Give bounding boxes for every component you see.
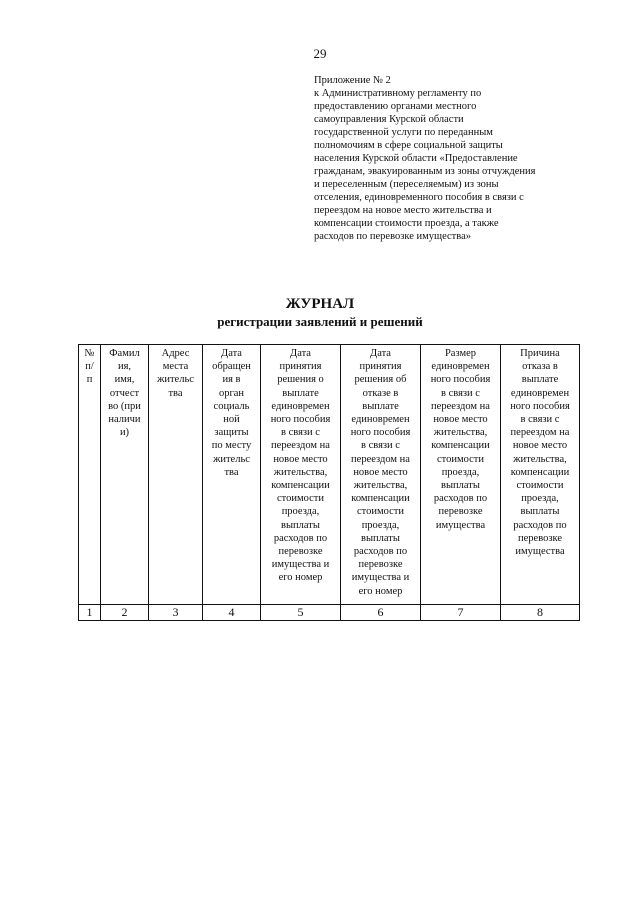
header-line: выплате (282, 387, 319, 399)
header-line: защиты (214, 427, 249, 439)
header-line: перевозке (438, 506, 483, 518)
header-line: расходов по (273, 532, 328, 544)
column-header-7 (421, 345, 501, 605)
header-line: Размер (444, 348, 477, 359)
journal-table (78, 344, 580, 621)
appendix-line: предоставлению органами местного (314, 101, 477, 112)
header-line: переездом на (351, 453, 410, 465)
header-line: стоимости (276, 493, 324, 505)
header-line: выплате (362, 400, 399, 412)
header-line: имущества и (351, 572, 410, 584)
document-title: ЖУРНАЛ (285, 296, 355, 312)
header-line: жительства, (433, 427, 488, 439)
column-header-2 (101, 345, 149, 605)
header-line: ного пособия (510, 400, 570, 412)
header-line: новое место (512, 440, 568, 452)
header-line: по месту (211, 440, 252, 452)
header-line: расходов по (513, 519, 567, 531)
header-line: принятия (279, 361, 322, 373)
header-line: расходов по (433, 493, 488, 505)
appendix-line: отселения, единовременного пособия в связи с (314, 192, 524, 203)
column-number-cell: 1 (79, 605, 101, 621)
header-line: единовремен (271, 400, 330, 412)
header-line: переездом на (271, 440, 330, 452)
header-line: компенсации (510, 466, 570, 478)
header-line: тва (224, 466, 239, 478)
header-line: перевозке (358, 559, 403, 571)
header-line: и) (119, 427, 130, 439)
header-line: в связи с (441, 387, 480, 399)
header-line: проезда, (281, 506, 320, 518)
column-number-cell: 5 (261, 605, 341, 621)
header-line: Дата (290, 348, 311, 359)
appendix-note (314, 74, 594, 243)
column-header-1 (79, 345, 101, 605)
column-number-cell: 2 (101, 605, 149, 621)
header-line: проезда, (361, 519, 400, 531)
header-line: Фамил (109, 348, 140, 359)
header-line: принятия (359, 361, 402, 373)
column-number-cell: 7 (421, 605, 501, 621)
header-line: жительства, (353, 480, 408, 492)
header-line: ного пособия (350, 427, 411, 439)
header-line: отказа в (522, 361, 558, 373)
header-line: отказе в (362, 387, 399, 399)
header-line: перевозке (518, 532, 562, 544)
header-line: ного пособия (270, 414, 331, 426)
header-line: стоимости (356, 506, 404, 518)
header-line: решения об (354, 374, 407, 386)
column-header-3 (149, 345, 203, 605)
header-line: единовремен (431, 361, 490, 373)
header-line: во (при (108, 400, 141, 412)
header-line: ного пособия (430, 374, 491, 386)
header-line: Дата (370, 348, 391, 359)
column-number-cell: 3 (149, 605, 203, 621)
header-line: единовремен (510, 387, 570, 399)
header-line: жительс (157, 374, 194, 386)
header-line: имущества (515, 546, 565, 558)
header-line: выплаты (520, 506, 560, 518)
header-line: Дата (221, 348, 242, 359)
header-line: имущества и (271, 559, 330, 571)
header-line: выплате (521, 374, 559, 386)
header-line: проезда, (441, 466, 480, 478)
header-line: компенсации (351, 493, 410, 505)
header-line: наличи (108, 414, 141, 426)
header-line: перевозке (278, 546, 323, 558)
appendix-line: государственной услуги по переданным (314, 127, 493, 138)
header-line: имя, (114, 374, 135, 386)
header-line: обращен (212, 361, 251, 373)
column-number-cell: 6 (341, 605, 421, 621)
header-line: ия в (222, 374, 241, 386)
header-line: новое место (273, 453, 328, 465)
header-line: жительства, (273, 466, 328, 478)
header-line: места (162, 361, 189, 373)
appendix-line: расходов по перевозке имущества» (314, 231, 471, 242)
appendix-line: гражданам, эвакуированным из зоны отчуждения (314, 166, 536, 177)
page-number: 29 (313, 46, 327, 61)
header-line: № (84, 348, 95, 359)
column-header-4 (203, 345, 261, 605)
header-line: жительства, (513, 453, 567, 465)
appendix-line: населения Курской области «Предоставление (314, 153, 518, 164)
header-line: в связи с (281, 427, 320, 439)
header-line: ия, (117, 361, 132, 373)
header-line: тва (168, 387, 183, 399)
header-line: п/ (85, 361, 94, 373)
header-line: выплаты (441, 480, 480, 492)
column-number-cell: 8 (501, 605, 580, 621)
header-line: отчест (109, 387, 140, 399)
document-subtitle: регистрации заявлений и решений (217, 314, 423, 329)
header-line: в связи с (520, 414, 560, 426)
header-line: его номер (278, 572, 323, 584)
header-line: имущества (435, 519, 486, 531)
header-line: жительс (213, 453, 250, 465)
appendix-line: и переселенным (переселяемым) из зоны (314, 179, 499, 190)
header-line: выплаты (361, 532, 400, 544)
header-line: расходов по (353, 546, 408, 558)
header-line: Адрес (161, 348, 190, 359)
column-header-5 (261, 345, 341, 605)
header-line: решения о (277, 374, 324, 386)
header-line: компенсации (271, 480, 330, 492)
header-line: его номер (358, 585, 403, 597)
appendix-line: полномочиям в сфере социальной защиты (314, 140, 503, 151)
appendix-line: компенсации стоимости проезда, а также (314, 218, 499, 229)
header-line: компенсации (431, 440, 490, 452)
header-line: орган (218, 387, 245, 399)
column-header-8 (501, 345, 580, 605)
appendix-line: к Административному регламенту по (314, 88, 482, 99)
header-line: новое место (433, 414, 488, 426)
header-line: новое место (353, 466, 408, 478)
header-line: стоимости (436, 453, 484, 465)
header-line: п (86, 374, 93, 386)
header-line: переездом на (510, 427, 570, 439)
header-line: единовремен (351, 414, 410, 426)
header-line: проезда, (521, 493, 559, 505)
header-line: социаль (213, 400, 250, 412)
column-number-row (79, 605, 580, 621)
header-line: стоимости (516, 480, 564, 492)
column-header-6 (341, 345, 421, 605)
header-line: переездом на (431, 400, 490, 412)
appendix-line: переездом на новое место жительства и (314, 205, 492, 216)
header-line: ной (223, 414, 240, 426)
header-line: Причина (520, 348, 560, 359)
appendix-line: Приложение № 2 (314, 75, 391, 86)
column-number-cell: 4 (203, 605, 261, 621)
table-header-row (79, 345, 580, 605)
header-line: выплаты (281, 519, 320, 531)
appendix-line: самоуправления Курской области (314, 114, 464, 125)
header-line: в связи с (361, 440, 400, 452)
